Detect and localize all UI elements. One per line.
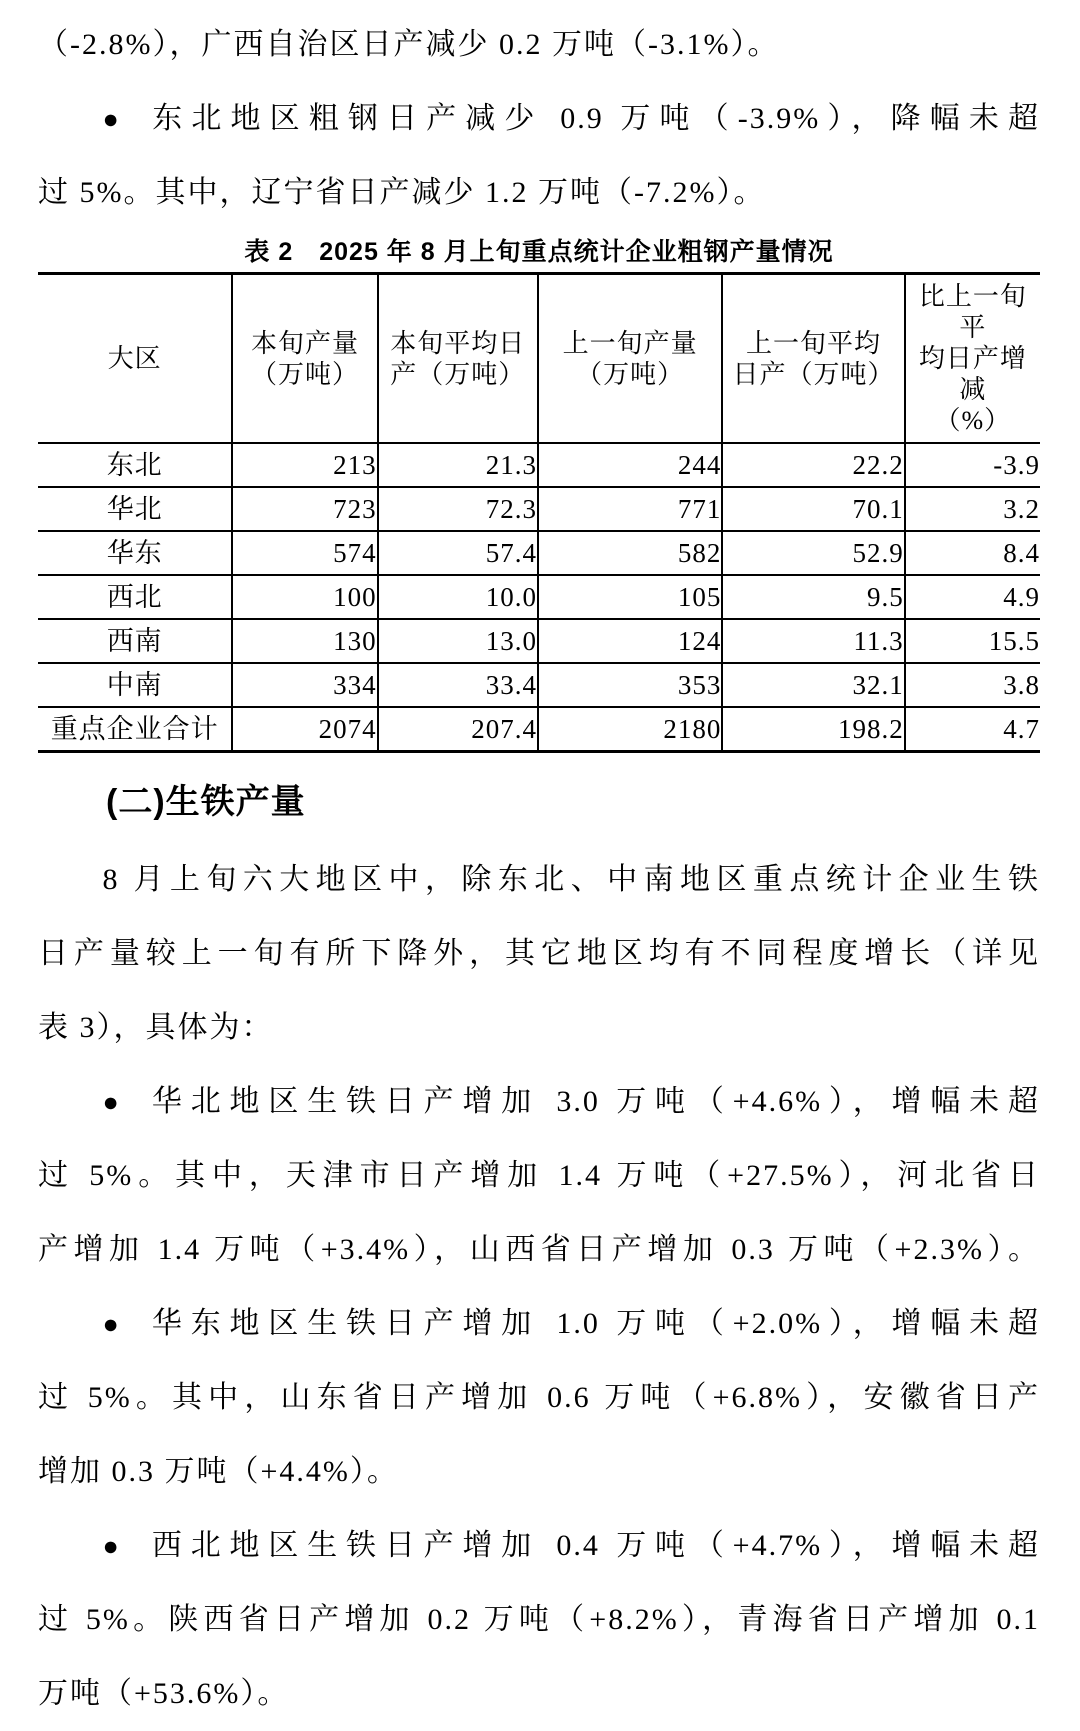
cell-value: 21.3	[378, 443, 538, 487]
table2-title: 表 2 2025 年 8 月上旬重点统计企业粗钢产量情况	[244, 238, 834, 266]
cell-value: 771	[538, 487, 722, 531]
cell-value: 213	[232, 443, 377, 487]
header-text: 本旬平均日	[390, 328, 526, 358]
pig-iron-huadong-bullet-line-1	[38, 1287, 1040, 1361]
cell-value: 4.9	[905, 575, 1040, 619]
cell-value: 72.3	[378, 487, 538, 531]
bullet-icon: ●	[102, 1087, 121, 1117]
cell-value: 100	[232, 575, 377, 619]
cell-value: 10.0	[378, 575, 538, 619]
pig-iron-lead-paragraph	[38, 843, 1040, 1065]
pig-iron-xibei-bullet-line-1	[38, 1509, 1040, 1583]
bullet-icon: ●	[102, 1309, 121, 1339]
cell-value: 8.4	[905, 531, 1040, 575]
cell-value: 574	[232, 531, 377, 575]
cell-value: 57.4	[378, 531, 538, 575]
cell-value: 124	[538, 619, 722, 663]
header-text: 大区	[107, 344, 162, 373]
pig-iron-huadong-bullet-line-3: 增加 0.3 万吨（+4.4%）。	[38, 1455, 399, 1488]
crude-steel-northeast-bullet-line-2: 过 5%。其中，辽宁省日产减少 1.2 万吨（-7.2%）。	[38, 176, 766, 209]
cell-value: 70.1	[722, 487, 904, 531]
cell-value: 33.4	[378, 663, 538, 707]
cell-value: 9.5	[722, 575, 904, 619]
cell-value: 15.5	[905, 619, 1040, 663]
cell-value: 2180	[538, 707, 722, 752]
cell-value: 3.2	[905, 487, 1040, 531]
cell-region: 中南	[106, 670, 163, 700]
paragraph-line: 表 3），具体为：	[38, 1011, 274, 1044]
header-text: 均日产增减	[918, 344, 1027, 404]
header-text: 比上一旬平	[918, 282, 1027, 342]
table-row	[38, 663, 1040, 707]
paragraph-tail-line: （-2.8%），广西自治区日产减少 0.2 万吨（-3.1%）。	[38, 28, 780, 61]
cell-value: 582	[538, 531, 722, 575]
table-row	[38, 575, 1040, 619]
cell-value: 13.0	[378, 619, 538, 663]
cell-value: 353	[538, 663, 722, 707]
table-row	[38, 619, 1040, 663]
bullet-icon: ●	[102, 104, 121, 134]
header-text: （万吨）	[576, 359, 685, 389]
cell-value: 244	[538, 443, 722, 487]
header-current-daily-avg	[378, 274, 538, 444]
table-row	[38, 531, 1040, 575]
cell-value: 334	[232, 663, 377, 707]
pig-iron-xibei-bullet-line-3: 万吨（+53.6%）。	[38, 1677, 290, 1710]
table2-crude-steel-output	[38, 272, 1040, 753]
header-region	[38, 274, 232, 444]
bullet-icon: ●	[102, 1531, 121, 1561]
cell-value: 207.4	[378, 707, 538, 752]
cell-value: 130	[232, 619, 377, 663]
cell-region: 东北	[106, 450, 163, 480]
bullet-text: 西北地区生铁日产增加 0.4 万吨（+4.7%），增幅未超	[145, 1529, 1040, 1562]
bullet-text: 华北地区生铁日产增加 3.0 万吨（+4.6%），增幅未超	[145, 1085, 1040, 1118]
table-header-row	[38, 274, 1040, 444]
table-row-total	[38, 707, 1040, 752]
cell-value: 105	[538, 575, 722, 619]
header-text: （万吨）	[251, 359, 360, 389]
paragraph-line: 日产量较上一旬有所下降外，其它地区均有不同程度增长（详见	[38, 937, 1040, 970]
cell-region: 重点企业合计	[50, 714, 219, 744]
bullet-text: 华东地区生铁日产增加 1.0 万吨（+2.0%），增幅未超	[145, 1307, 1040, 1340]
section-heading-pig-iron: (二)生铁产量	[106, 783, 306, 821]
pig-iron-huadong-bullet-line-2: 过 5%。其中，山东省日产增加 0.6 万吨（+6.8%），安徽省日产	[38, 1381, 1040, 1414]
header-daily-avg-change	[905, 274, 1040, 444]
pig-iron-xibei-bullet-line-2: 过 5%。陕西省日产增加 0.2 万吨（+8.2%），青海省日产增加 0.1	[38, 1603, 1040, 1636]
cell-value: 4.7	[905, 707, 1040, 752]
header-text: （%）	[934, 406, 1012, 435]
header-text: 产（万吨）	[390, 359, 526, 389]
cell-region: 西南	[106, 626, 163, 656]
cell-value: 2074	[232, 707, 377, 752]
paragraph-line: 8 月上旬六大地区中，除东北、中南地区重点统计企业生铁	[102, 863, 1040, 896]
table-row	[38, 487, 1040, 531]
cell-value: 723	[232, 487, 377, 531]
cell-value: 52.9	[722, 531, 904, 575]
table-row	[38, 443, 1040, 487]
cell-value: 11.3	[722, 619, 904, 663]
header-current-output	[232, 274, 377, 444]
header-previous-daily-avg	[722, 274, 904, 444]
cell-region: 华东	[106, 538, 163, 568]
cell-region: 华北	[106, 494, 163, 524]
header-text: 日产（万吨）	[732, 359, 895, 389]
cell-value: 32.1	[722, 663, 904, 707]
crude-steel-northeast-bullet-line-1	[38, 82, 1040, 156]
cell-region: 西北	[106, 582, 163, 612]
cell-value: 22.2	[722, 443, 904, 487]
cell-value: 3.8	[905, 663, 1040, 707]
pig-iron-huabei-bullet-line-1	[38, 1065, 1040, 1139]
cell-value: 198.2	[722, 707, 904, 752]
pig-iron-huabei-bullet-line-3: 产增加 1.4 万吨（+3.4%），山西省日产增加 0.3 万吨（+2.3%）。	[38, 1233, 1040, 1266]
header-text: 上一旬平均	[746, 328, 882, 358]
pig-iron-huabei-bullet-line-2: 过 5%。其中，天津市日产增加 1.4 万吨（+27.5%），河北省日	[38, 1159, 1040, 1192]
cell-value: -3.9	[905, 443, 1040, 487]
header-previous-output	[538, 274, 722, 444]
bullet-text: 东北地区粗钢日产减少 0.9 万吨（-3.9%），降幅未超	[145, 102, 1040, 135]
header-text: 本旬产量	[251, 328, 360, 358]
header-text: 上一旬产量	[562, 328, 698, 358]
